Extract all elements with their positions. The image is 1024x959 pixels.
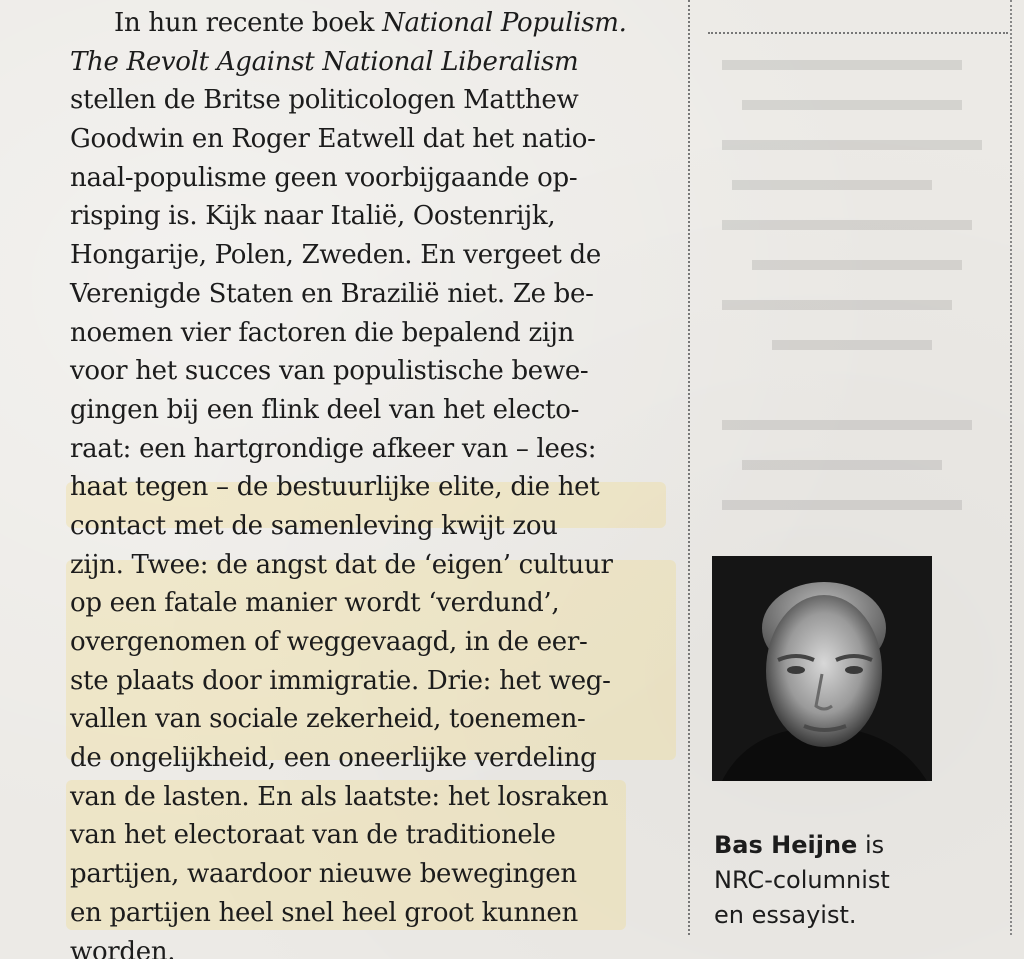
author-role: NRC-columnist: [714, 866, 890, 894]
article-line: The Revolt Against National Liberalism: [70, 46, 579, 77]
author-is: is: [857, 831, 885, 859]
author-bio: [714, 828, 994, 933]
article-line: naal-populisme geen voorbijgaande op-: [70, 162, 578, 193]
article-line: stellen de Britse politicologen Matthew: [70, 85, 579, 116]
author-portrait: [712, 556, 932, 781]
article-line: haat tegen – de bestuurlijke elite, die het: [70, 472, 600, 503]
article-line: overgenomen of weggevaagd, in de eer-: [70, 627, 588, 657]
article-line: voor het succes van populistische bewe-: [70, 356, 589, 387]
article-line: raat: een hartgrondige afkeer van – lees:: [70, 433, 597, 464]
article-line: worden.: [70, 936, 176, 959]
article-line: noemen vier factoren die bepalend zijn: [70, 317, 575, 348]
article-line: partijen, waardoor nieuwe bewegingen: [70, 859, 577, 890]
article-line: en partijen heel snel heel groot kunnen: [70, 897, 578, 928]
sidebar-top-rule: [708, 32, 1008, 34]
author-name: Bas Heijne: [714, 831, 858, 859]
article-line: zijn. Twee: de angst dat de ‘eigen’ cultuur: [70, 549, 613, 580]
article-line: In hun recente boek National Populism.: [114, 8, 627, 38]
bleed-through-lines: [712, 40, 1008, 520]
bleed-through-texture: [712, 40, 1008, 520]
article-line: contact met de samenleving kwijt zou: [70, 510, 558, 541]
article-line: van het electoraat van de traditionele: [70, 820, 556, 851]
article-body: [70, 4, 670, 959]
author-role-2: en essayist.: [714, 901, 857, 929]
author-portrait-image: [712, 556, 932, 781]
article-line: gingen bij een flink deel van het electo-: [70, 394, 580, 425]
article-line: Goodwin en Roger Eatwell dat het natio-: [70, 124, 596, 155]
article-line: op een fatale manier wordt ‘verdund’,: [70, 588, 560, 619]
article-line: ste plaats door immigratie. Drie: het weg-: [70, 665, 611, 696]
author-bio-line1: [714, 828, 994, 863]
article-line: de ongelijkheid, een oneerlijke verdeling: [70, 743, 597, 774]
article-line: risping is. Kijk naar Italië, Oostenrijk,: [70, 201, 556, 232]
article-line: van de lasten. En als laatste: het losraken: [70, 781, 609, 812]
article-line: Hongarije, Polen, Zweden. En vergeet de: [70, 240, 601, 271]
page-edge-rule: [1010, 0, 1012, 935]
article-line: vallen van sociale zekerheid, toenemen-: [70, 704, 586, 735]
column-divider: [688, 0, 690, 935]
article-line: Verenigde Staten en Brazilië niet. Ze be-: [70, 278, 594, 309]
